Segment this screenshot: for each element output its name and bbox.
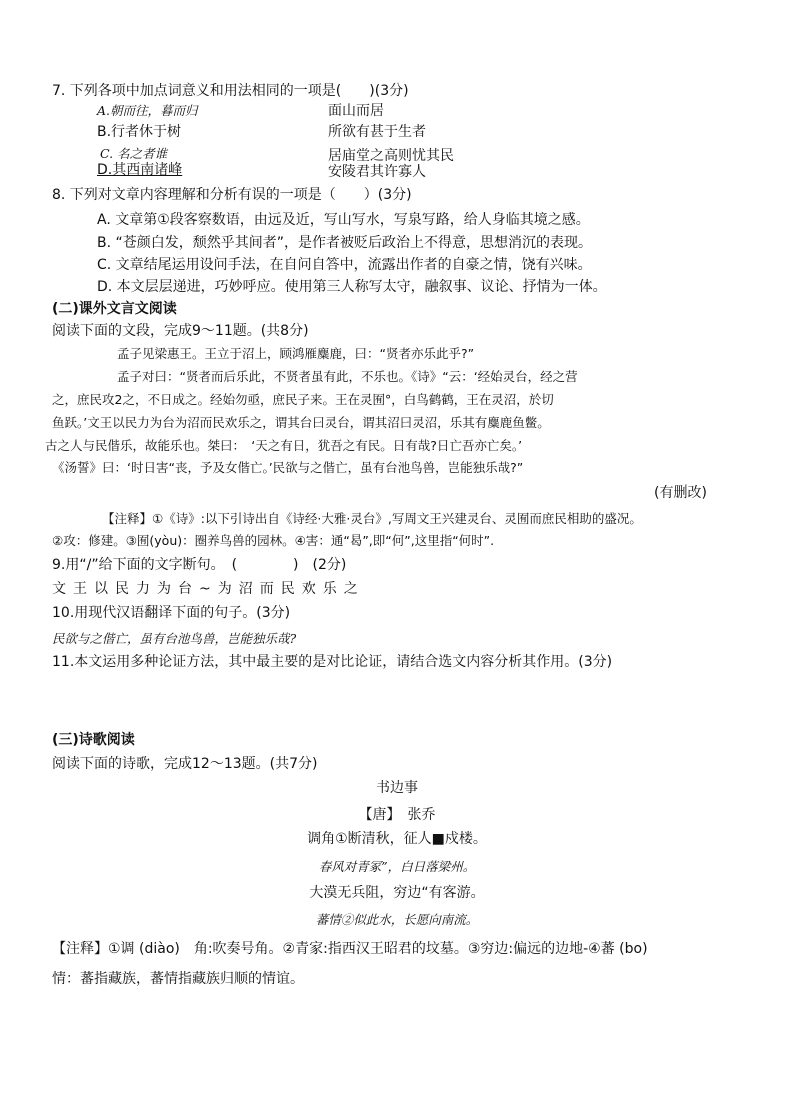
section2-heading: (二)课外文言文阅读 [52,301,177,317]
q8-option-b: B. “苍颜白发，颓然乎其间者”，是作者被贬后政治上不得意，思想消沉的表现。 [97,235,593,251]
section3-note-1: 【注释】①调 (diào) 角:吹奏号角。②青家:指西汉王昭君的坟墓。③穷边:偏远的边地-④蕃 (bo) [52,941,648,957]
q9-text: 文王以民力为台~为沼而民欢乐之 [52,581,365,597]
passage-line-5: 古之人与民偕乐，故能乐也。桀曰： ‘天之有日，犹吾之有民。日有哉?日亡吾亦亡矣。’ [45,438,523,453]
poem-line-2: 春风对青冢”，白日落梁州。 [318,859,476,874]
poem-author: 【唐】 张乔 [358,807,436,823]
section3-heading: (三)诗歌阅读 [52,732,135,748]
passage-line-2: 孟子对曰：“贤者而后乐此，不贤者虽有此，不乐也。《诗》“云：‘经始灵台，经之营 [117,369,578,384]
q8-option-a: A. 文章第①段客察数语，由远及近，写山写水，写泉写路，给人身临其境之感。 [97,212,590,228]
poem-line-3: 大漠无兵阻，穷边“有客游。 [309,885,485,901]
passage-line-4: 鱼跃。’文王以民力为台为沼而民欢乐之，谓其台曰灵台，谓其沼曰灵沼，乐其有麋鹿鱼鳖。 [52,415,550,430]
section2-intro: 阅读下面的文段，完成9～11题。(共8分) [52,323,309,339]
passage-line-1: 孟子见梁惠王。王立于沼上，顾鸿雁麋鹿，曰：“贤者亦乐此乎?” [117,346,475,361]
q11-stem: 11.本文运用多种论证方法，其中最主要的是对比论证，请结合选文内容分析其作用。(3分) [52,654,613,670]
section2-note-2: ②攻：修建。③囿(yòu)：圈养鸟兽的园林。④害：通“曷”,即“何”,这里指“何时”. [52,533,495,548]
q7-option-a-right: 面山而居 [328,103,384,119]
q7-option-c-left: C. 名之者谁 [100,146,168,161]
poem-title: 书边事 [376,780,418,796]
q9-stem: 9.用“/”给下面的文字断句。 ( ) (2分) [52,557,347,573]
section3-note-2: 情：蕃指藏族，蕃情指藏族归顺的情谊。 [52,971,304,987]
q10-text: 民欲与之偕亡，虽有台池鸟兽，岂能独乐哉? [52,631,297,646]
q7-stem: 7. 下列各项中加点词意义和用法相同的一项是( )(3分) [52,83,409,99]
q7-option-d-left: D.其西南诸峰 [97,162,183,178]
passage-source: (有删改) [654,485,707,501]
passage-line-3: 之，庶民攻2之，不日成之。经始勿亟，庶民子来。王在灵囿°，白鸟鹤鹤，王在灵沼，於切 [52,392,554,407]
q8-stem: 8. 下列对文章内容理解和分析有误的一项是（ ）(3分) [52,187,412,203]
q7-option-c-right: 居庙堂之高则忧其民 [328,148,454,164]
q10-stem: 10.用现代汉语翻译下面的句子。(3分) [52,605,291,621]
q7-option-b-right: 所欲有甚于生者 [328,124,426,140]
q8-option-c: C. 文章结尾运用设问手法，在自问自答中，流露出作者的自豪之情，饶有兴味。 [97,257,592,273]
q7-option-a-left: A.朝而往，暮而归 [97,103,198,118]
poem-line-4: 蕃情②似此水，长愿向南流。 [315,912,479,927]
section2-note-1: 【注释】①《诗》:以下引诗出自《诗经·大雅·灵台》,写周文王兴建灵台、灵囿而庶民相助的盛况。 [102,511,642,526]
q7-option-d-right: 安陵君其许寡人 [328,164,426,180]
section3-intro: 阅读下面的诗歌，完成12～13题。(共7分) [52,756,318,772]
passage-line-6: 《汤誓》曰：‘时日害“丧，予及女偕亡。’民欲与之偕亡，虽有台池鸟兽，岂能独乐哉?” [52,460,524,475]
poem-line-1: 调角①断清秋，征人■戍楼。 [307,831,487,847]
q7-option-b-left: B.行者休于树 [97,124,182,140]
q8-option-d: D. 本文层层递进，巧妙呼应。使用第三人称写太守，融叙事、议论、抒情为一体。 [97,279,607,295]
